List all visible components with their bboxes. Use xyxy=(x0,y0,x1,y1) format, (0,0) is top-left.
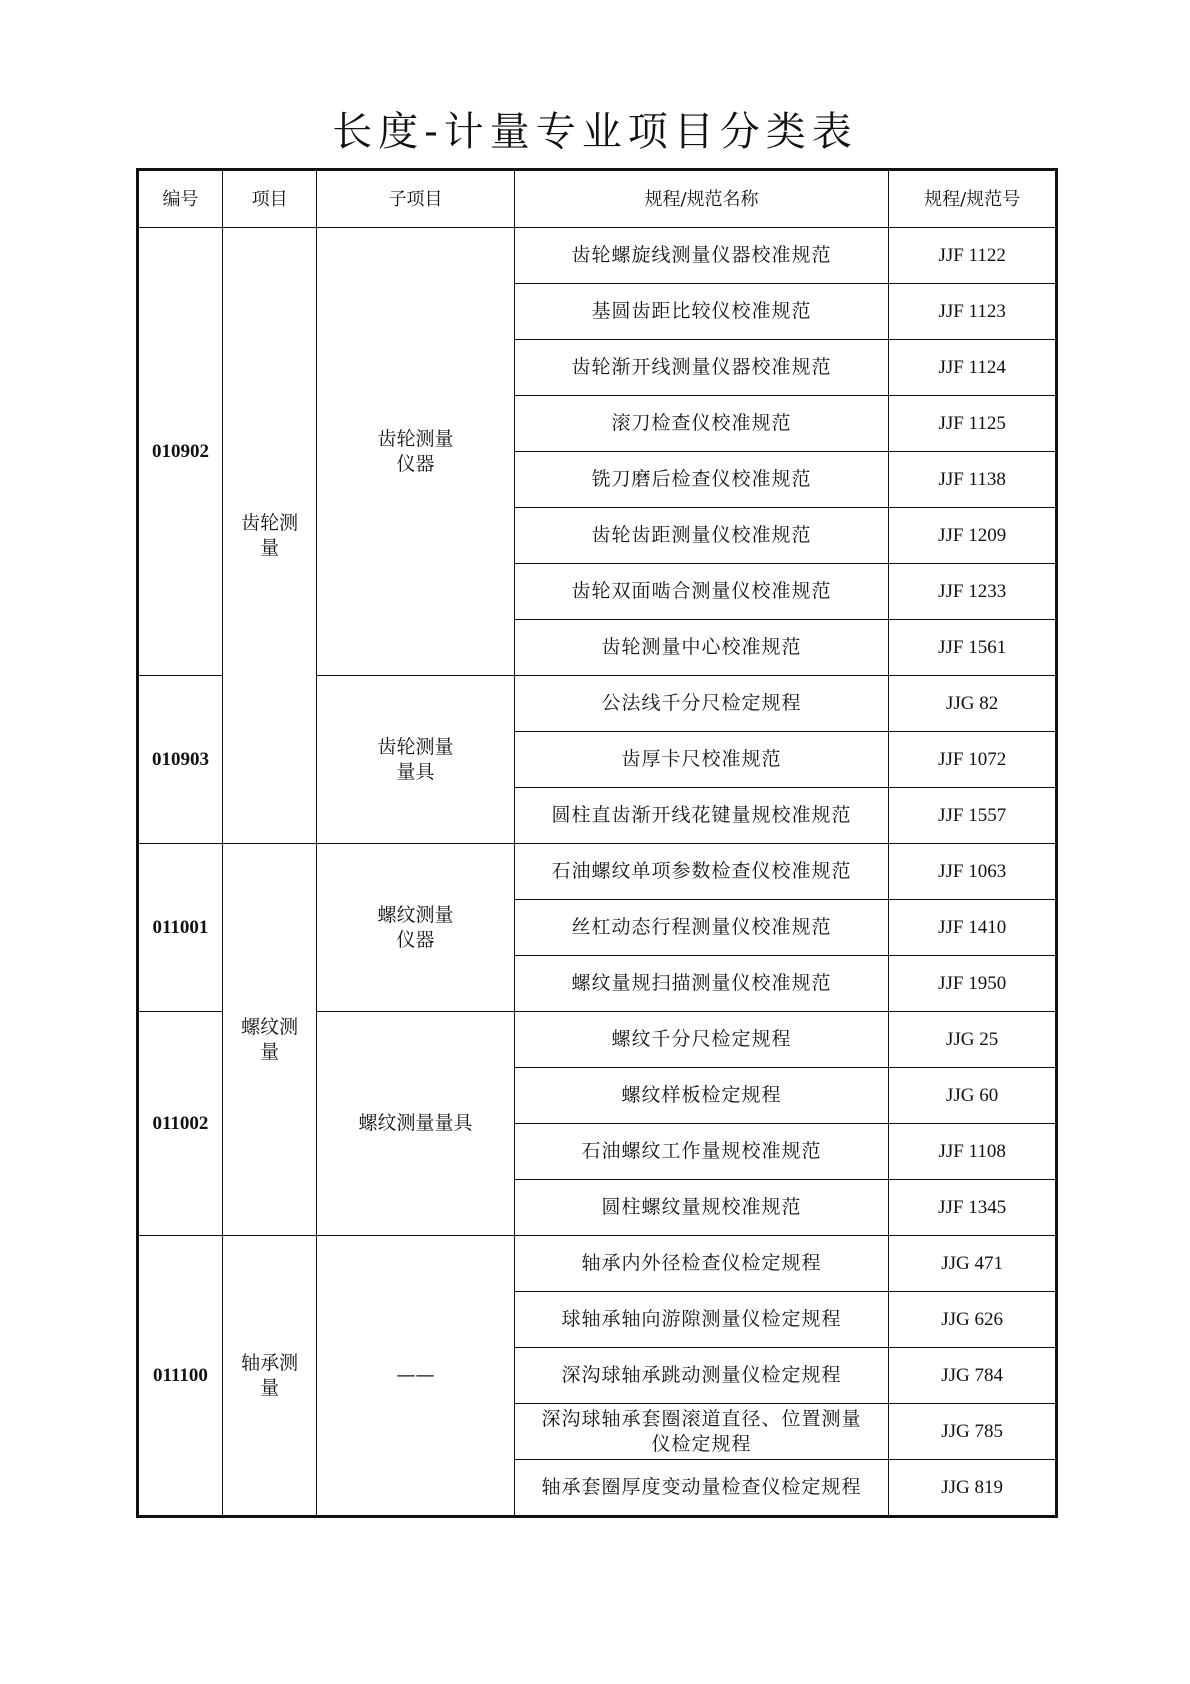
subitem-cell: 螺纹测量 仪器 xyxy=(317,844,514,1012)
spec-name: 齿厚卡尺校准规范 xyxy=(514,732,889,788)
spec-number: JJF 1123 xyxy=(889,284,1057,340)
code-cell: 010903 xyxy=(138,676,223,844)
spec-name: 齿轮齿距测量仪校准规范 xyxy=(514,508,889,564)
header-name: 规程/规范名称 xyxy=(514,170,889,228)
spec-number: JJF 1108 xyxy=(889,1124,1057,1180)
spec-number: JJF 1125 xyxy=(889,396,1057,452)
header-row xyxy=(138,170,1057,228)
page-title: 长度-计量专业项目分类表 xyxy=(332,109,858,155)
spec-name: 铣刀磨后检查仪校准规范 xyxy=(514,452,889,508)
spec-number: JJG 785 xyxy=(889,1404,1057,1460)
spec-name: 滚刀检查仪校准规范 xyxy=(514,396,889,452)
spec-number: JJG 25 xyxy=(889,1012,1057,1068)
spec-number: JJF 1138 xyxy=(889,452,1057,508)
table-row xyxy=(138,844,1057,900)
spec-name: 球轴承轴向游隙测量仪检定规程 xyxy=(514,1292,889,1348)
spec-number: JJG 82 xyxy=(889,676,1057,732)
code-cell: 010902 xyxy=(138,228,223,676)
spec-number: JJF 1410 xyxy=(889,900,1057,956)
table-row xyxy=(138,1236,1057,1292)
spec-number: JJF 1209 xyxy=(889,508,1057,564)
header-item: 项目 xyxy=(222,170,316,228)
spec-name: 螺纹千分尺检定规程 xyxy=(514,1012,889,1068)
header-subitem: 子项目 xyxy=(317,170,514,228)
spec-number: JJG 626 xyxy=(889,1292,1057,1348)
spec-name: 螺纹样板检定规程 xyxy=(514,1068,889,1124)
spec-number: JJG 784 xyxy=(889,1348,1057,1404)
item-cell: 螺纹测 量 xyxy=(222,844,316,1236)
spec-number: JJG 471 xyxy=(889,1236,1057,1292)
spec-number: JJF 1557 xyxy=(889,788,1057,844)
code-cell: 011001 xyxy=(138,844,223,1012)
header-code: 编号 xyxy=(138,170,223,228)
spec-name: 齿轮测量中心校准规范 xyxy=(514,620,889,676)
spec-name: 齿轮双面啮合测量仪校准规范 xyxy=(514,564,889,620)
item-cell: 轴承测 量 xyxy=(222,1236,316,1517)
item-cell: 齿轮测 量 xyxy=(222,228,316,844)
subitem-cell: 螺纹测量量具 xyxy=(317,1012,514,1236)
spec-name: 丝杠动态行程测量仪校准规范 xyxy=(514,900,889,956)
spec-name: 圆柱螺纹量规校准规范 xyxy=(514,1180,889,1236)
spec-number: JJF 1561 xyxy=(889,620,1057,676)
classification-table xyxy=(136,168,1058,1518)
spec-name: 轴承内外径检查仪检定规程 xyxy=(514,1236,889,1292)
header-number: 规程/规范号 xyxy=(889,170,1057,228)
spec-number: JJF 1122 xyxy=(889,228,1057,284)
spec-name: 齿轮渐开线测量仪器校准规范 xyxy=(514,340,889,396)
spec-name: 深沟球轴承套圈滚道直径、位置测量 仪检定规程 xyxy=(514,1404,889,1460)
spec-number: JJF 1063 xyxy=(889,844,1057,900)
spec-name: 公法线千分尺检定规程 xyxy=(514,676,889,732)
spec-name: 圆柱直齿渐开线花键量规校准规范 xyxy=(514,788,889,844)
subitem-cell: —— xyxy=(317,1236,514,1517)
spec-name: 石油螺纹工作量规校准规范 xyxy=(514,1124,889,1180)
table-row xyxy=(138,228,1057,284)
spec-number: JJG 60 xyxy=(889,1068,1057,1124)
spec-name: 石油螺纹单项参数检查仪校准规范 xyxy=(514,844,889,900)
spec-number: JJF 1124 xyxy=(889,340,1057,396)
spec-number: JJF 1072 xyxy=(889,732,1057,788)
spec-name: 深沟球轴承跳动测量仪检定规程 xyxy=(514,1348,889,1404)
spec-name: 齿轮螺旋线测量仪器校准规范 xyxy=(514,228,889,284)
spec-name: 轴承套圈厚度变动量检查仪检定规程 xyxy=(514,1460,889,1517)
subitem-cell: 齿轮测量 量具 xyxy=(317,676,514,844)
spec-number: JJG 819 xyxy=(889,1460,1057,1517)
spec-name: 螺纹量规扫描测量仪校准规范 xyxy=(514,956,889,1012)
subitem-cell: 齿轮测量 仪器 xyxy=(317,228,514,676)
spec-number: JJF 1950 xyxy=(889,956,1057,1012)
spec-number: JJF 1345 xyxy=(889,1180,1057,1236)
code-cell: 011100 xyxy=(138,1236,223,1517)
code-cell: 011002 xyxy=(138,1012,223,1236)
spec-number: JJF 1233 xyxy=(889,564,1057,620)
spec-name: 基圆齿距比较仪校准规范 xyxy=(514,284,889,340)
